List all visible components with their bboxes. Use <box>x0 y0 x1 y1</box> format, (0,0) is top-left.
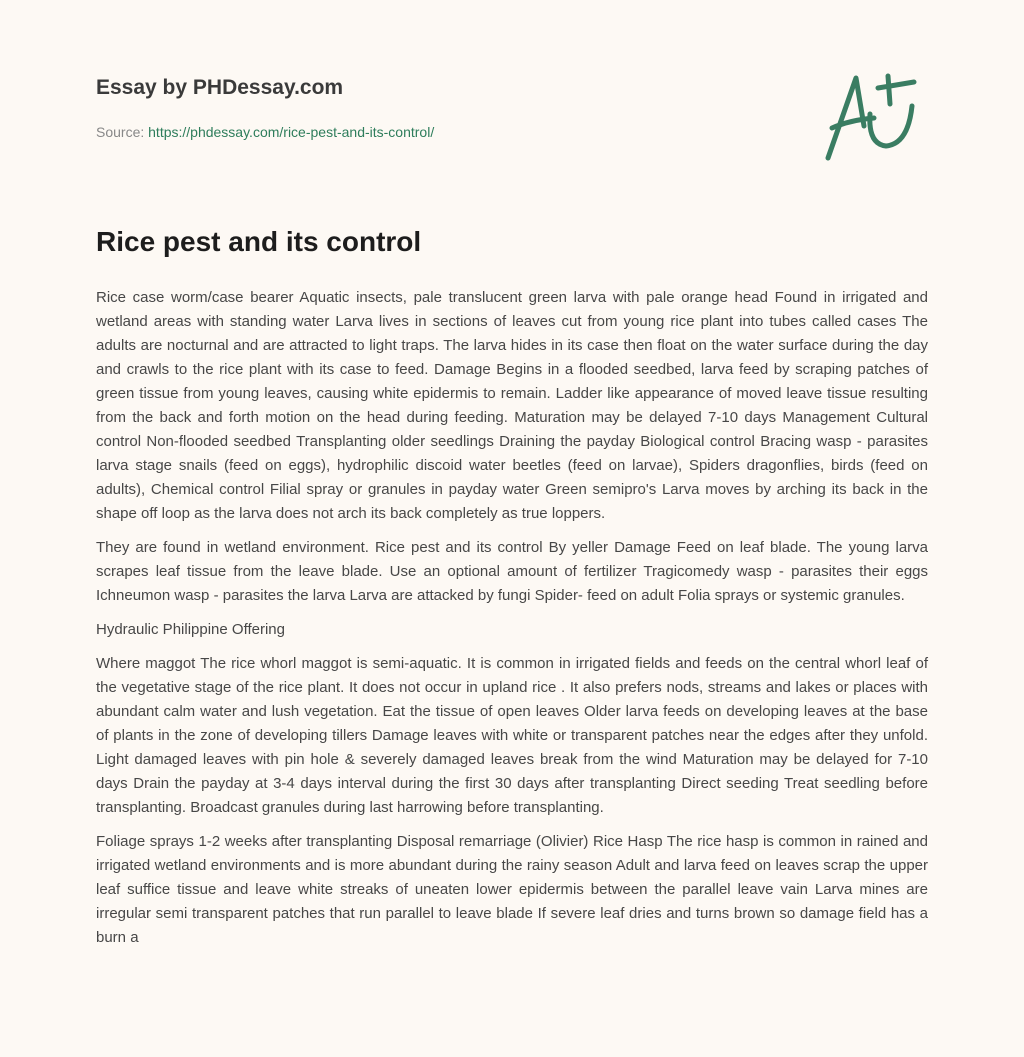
paragraph: They are found in wetland environment. Rice pest and its control By yeller Damage Feed on leaf blade. The young larva scrapes leaf tissue from the leave blade. Use an optional amount of fertilizer Tragicomedy wasp - parasites their eggs Ichneumon wasp - parasites the larva Larva are attacked by fungi Spider- feed on adult Folia sprays or systemic granules. <box>96 539 928 604</box>
source-line <box>96 124 928 140</box>
source-link[interactable]: https://phdessay.com/rice-pest-and-its-control/ <box>148 124 435 140</box>
essay-header <box>96 76 928 140</box>
paragraph: Rice case worm/case bearer Aquatic insects, pale translucent green larva with pale orange head Found in irrigated and wetland areas with standing water Larva lives in sections of leaves cut from young rice plant into tubes called cases The adults are nocturnal and are attracted to light traps. The larva hides in its case then float on the water surface during the day and crawls to the rice plant with its case to feed. Damage Begins in a flooded seedbed, larva feed by scraping patches of green tissue from young leaves, causing white epidermis to remain. Ladder like appearance of moved leave tissue resulting from the back and forth motion on the head during feeding. Maturation may be delayed 7-10 days Management Cultural control Non-flooded seedbed Transplanting older seedlings Draining the payday Biological control Bracing wasp - parasites larva stage snails (feed on eggs), hydrophilic discoid water beetles (feed on larvae), Spiders dragonflies, birds (feed on adults), Chemical control Filial spray or granules in payday water Green semipro's Larva moves by arching its back in the shape off loop as the larva does not arch its back completely as true loppers. <box>96 289 928 522</box>
page-title: Rice pest and its control <box>96 226 422 257</box>
site-title: Essay by PHDessay.com <box>96 76 344 99</box>
a-plus-logo-icon <box>818 66 928 166</box>
paragraph: Hydraulic Philippine Offering <box>96 621 285 638</box>
paragraph: Where maggot The rice whorl maggot is semi-aquatic. It is common in irrigated fields and feeds on the central whorl leaf of the vegetative stage of the rice plant. It does not occur in upland rice . It also prefers nods, streams and lakes or places with abundant calm water and lush vegetation. Eat the tissue of open leaves Older larva feeds on developing leaves at the base of plants in the zone of developing tillers Damage leaves with white or transparent patches near the edges after they unfold. Light damaged leaves with pin hole & severely damaged leaves break from the wind Maturation may be delayed for 7-10 days Drain the payday at 3-4 days interval during the first 30 days after transplanting Direct seeding Treat seedling before transplanting. Broadcast granules during last harrowing before transplanting. <box>96 655 928 816</box>
essay-body <box>96 286 928 960</box>
paragraph: Foliage sprays 1-2 weeks after transplanting Disposal remarriage (Olivier) Rice Hasp The rice hasp is common in rained and irrigated wetland environments and is more abundant during the rainy season Adult and larva feed on leaves scrap the upper leaf suffice tissue and leave white streaks of uneaten lower epidermis between the parallel leave vain Larva mines are irregular semi transparent patches that run parallel to leave blade If severe leaf dries and turns brown so damage field has a burn a <box>96 833 928 946</box>
source-label: Source: <box>96 124 149 140</box>
